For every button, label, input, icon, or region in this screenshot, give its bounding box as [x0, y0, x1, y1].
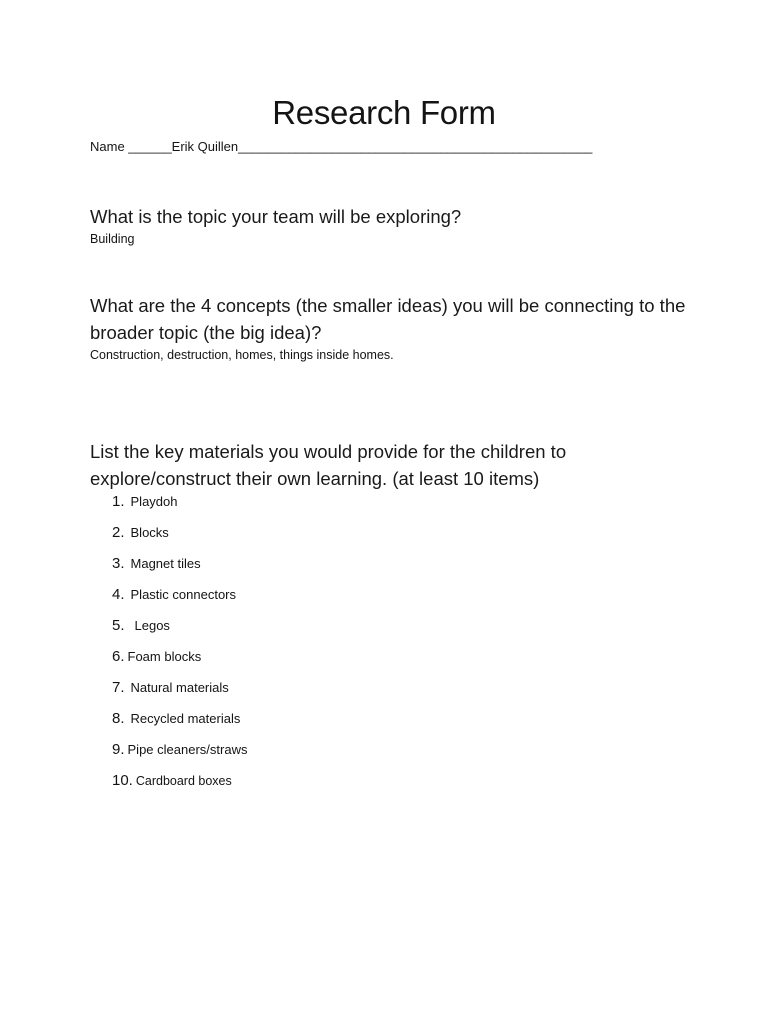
list-item — [112, 586, 247, 617]
question-concepts: What are the 4 concepts (the smaller ideas) you will be connecting to the broader topic (the big idea)? — [90, 295, 686, 343]
list-item-text: Cardboard boxes — [135, 774, 232, 788]
list-item-text: Natural materials — [130, 680, 229, 695]
list-item — [112, 493, 247, 524]
materials-list — [112, 493, 247, 803]
list-item-number: 2. — [112, 524, 125, 541]
list-item — [112, 772, 247, 803]
list-item — [112, 617, 247, 648]
list-item — [112, 710, 247, 741]
answer-concepts: Construction, destruction, homes, things inside homes. — [90, 348, 394, 362]
list-item-text: Foam blocks — [127, 649, 202, 664]
list-item-number: 4. — [112, 586, 125, 603]
document-title: Research Form — [272, 94, 496, 131]
list-item — [112, 741, 247, 772]
list-item-text: Blocks — [130, 525, 169, 540]
list-item-number: 5. — [112, 617, 125, 634]
list-item-text: Pipe cleaners/straws — [127, 742, 248, 757]
list-item-number: 1. — [112, 493, 125, 510]
list-item-number: 8. — [112, 710, 125, 727]
question-materials: List the key materials you would provide for the children to explore/construct their own learning. (at least 10 items) — [90, 441, 567, 489]
list-item-number: 6. — [112, 648, 125, 665]
list-item — [112, 679, 247, 710]
list-item-text: Playdoh — [130, 494, 178, 509]
list-item-number: 7. — [112, 679, 125, 696]
list-item-text: Legos — [134, 618, 170, 633]
list-item-number: 10. — [112, 772, 133, 789]
list-item-text: Recycled materials — [130, 711, 241, 726]
list-item — [112, 648, 247, 679]
list-item-text: Plastic connectors — [130, 587, 237, 602]
answer-topic: Building — [90, 232, 135, 246]
list-item-text: Magnet tiles — [130, 556, 201, 571]
list-item-number: 9. — [112, 741, 125, 758]
list-item-number: 3. — [112, 555, 125, 572]
list-item — [112, 555, 247, 586]
name-field: Name ______Erik Quillen_________________________________________________ — [90, 139, 593, 154]
list-item — [112, 524, 247, 555]
question-topic: What is the topic your team will be exploring? — [90, 206, 462, 227]
